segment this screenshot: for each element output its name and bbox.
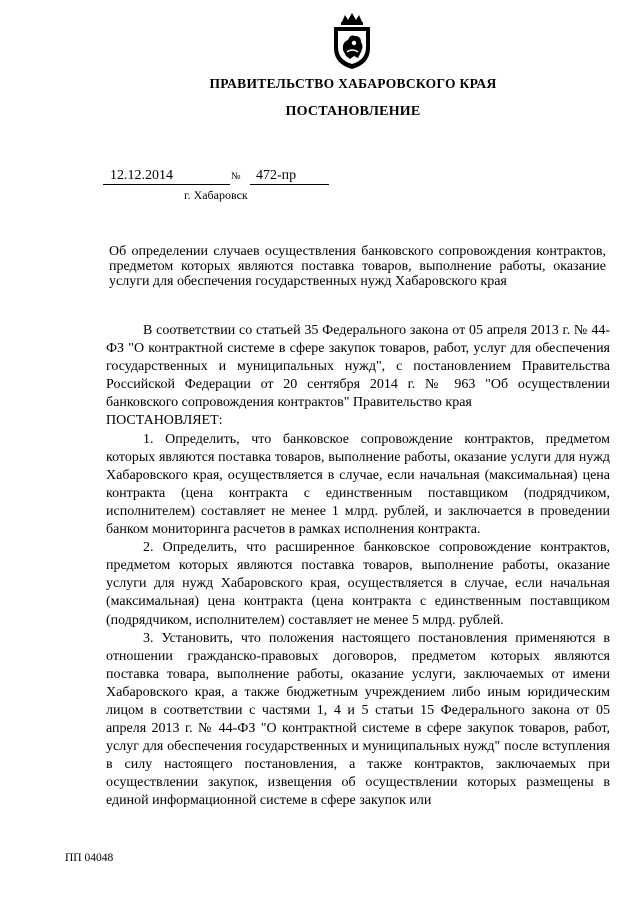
paragraph-item-2: 2. Определить, что расширенное банковское сопровождение контрактов, предметом которых являются поставка товаров, выполнение работы, оказание услуги для нужд Хабаровского края, осуществляется в случае, если начальная (максимальная) цена контракта (цена контракта с единственным поставщиком (подрядчиком, исполнителем) составляет не менее 5 млрд. рублей. — [106, 540, 610, 628]
document-number: 472-пр — [256, 168, 297, 183]
government-name: ПРАВИТЕЛЬСТВО ХАБАРОВСКОГО КРАЯ — [209, 76, 497, 91]
coat-of-arms-icon — [330, 12, 374, 70]
document-date: 12.12.2014 — [110, 168, 173, 183]
document-subject: Об определении случаев осуществления банковского сопровождения контрактов, предметом которых являются поставка товаров, выполнение работы, оказание услуги для обеспечения государственных нужд Хабаровского края — [109, 244, 606, 289]
document-city: г. Хабаровск — [184, 188, 248, 202]
number-sign: № — [231, 171, 241, 182]
paragraph-preamble: В соответствии со статьей 35 Федерального закона от 05 апреля 2013 г. № 44-ФЗ "О контрактной системе в сфере закупок товаров, работ, услуг для обеспечения государственных и муниципальных нужд", с постановлением Правительства Российской Федерации от 20 сентября 2014 г. № 963 "Об осуществлении банковского сопровождения контрактов" Правительство края — [106, 323, 610, 411]
document-body — [106, 322, 610, 811]
footer-code: ПП 04048 — [65, 852, 114, 864]
paragraph-item-1: 1. Определить, что банковское сопровождение контрактов, предметом которых являются поставка товаров, выполнение работы, оказание услуги для нужд Хабаровского края, осуществляется в случае, если начальная (максимальная) цена контракта (цена контракта с единственным поставщиком (подрядчиком, исполнителем) составляет не менее 1 млрд. рублей, и заключается в проведении банком мониторинга расчетов в рамках исполнения контракта. — [106, 431, 610, 538]
date-underline — [103, 184, 230, 185]
document-type-title: ПОСТАНОВЛЕНИЕ — [285, 104, 421, 119]
paragraph-resolves: ПОСТАНОВЛЯЕТ: — [106, 413, 223, 429]
paragraph-item-3: 3. Установить, что положения настоящего постановления применяются в отношении гражданско-правовых договоров, предметом которых являются поставка товара, выполнение работы, оказание услуги, заключаемых от имени Хабаровского края, а также бюджетным учреждением либо иным юридическим лицом в соответствии с частями 1, 4 и 5 статьи 15 Федерального закона от 05 апреля 2013 г. № 44-ФЗ "О контрактной системе в сфере закупок товаров, работ, услуг для обеспечения государственных и муниципальных нужд" после вступления в силу настоящего постановления, а также контрактов, заключаемых при осуществлении закупок, извещения об осуществлении которых размещены в единой информационной системе в сфере закупок или — [106, 630, 610, 809]
number-underline — [250, 184, 329, 185]
